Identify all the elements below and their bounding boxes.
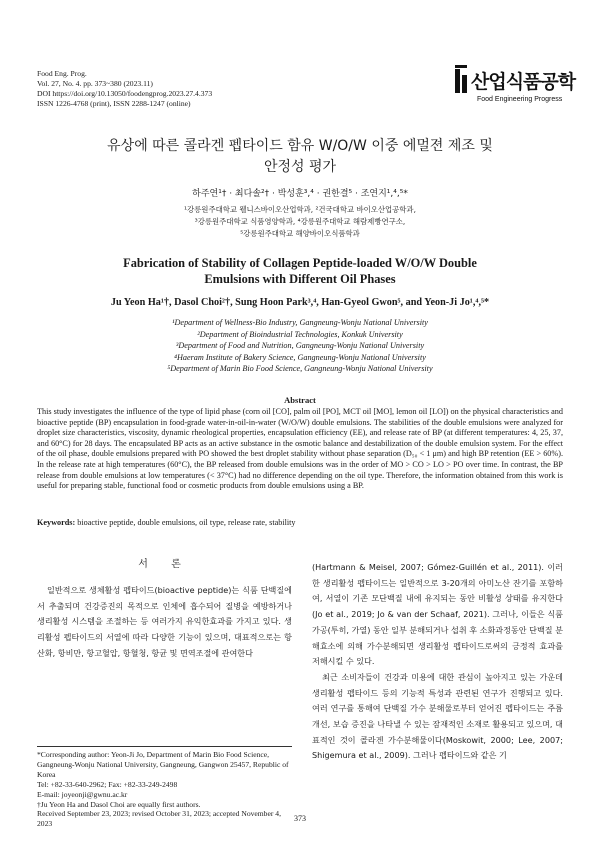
logo-subtitle: Food Engineering Progress — [477, 96, 563, 103]
korean-affiliation: ⁵강릉원주대학교 해양바이오식품학과 — [240, 229, 360, 238]
korean-affiliation: ³강릉원주대학교 식품영양학과, ⁴강릉원주대학교 해람제빵연구소, — [194, 217, 406, 226]
english-affiliation: ¹Department of Wellness-Bio Industry, Gangneung-Wonju National University — [172, 318, 428, 327]
journal-name: Food Eng. Prog. — [37, 69, 87, 78]
intro-paragraph: (Hartmann & Meisel, 2007; Gómez-Guillén et al., 2011). 이러한 생리활성 펩타이드는 일반적으로 3-20개의 아미노산 잔기를 포함하여, 서열이 기존 모단백질 내에 유지되는 동안 비활성 상태를 유지한다(Jo et al., 2019; Jo & van der Schaaf, 2021). 그러나, 이들은 식품 가공(투히, 가열) 동안 일부 분해되거나 섭취 후 소화과정동안 단백질 분해효소에 의해 가수분해되면 생리활성 펩타이드로써의 긍정적 효과를 저해시킬 수 있다. — [312, 562, 563, 667]
journal-logo — [453, 65, 576, 111]
english-affiliations — [0, 317, 600, 375]
korean-title-line1: 유상에 따른 콜라겐 펩타이드 함유 W/O/W 이중 에멀젼 제조 및 — [107, 138, 493, 154]
english-title-line2: Emulsions with Different Oil Phases — [204, 271, 396, 286]
intro-heading: 서 론 — [138, 559, 191, 570]
english-title-line1: Fabrication of Stability of Collagen Peptide-loaded W/O/W Double — [123, 256, 477, 270]
footnote-received: Received September 23, 2023; revised October 31, 2023; accepted November 4, 2023 — [37, 809, 281, 829]
korean-title — [0, 136, 600, 178]
korean-authors: 하주연¹† · 최다솔²† · 박성훈³,⁴ · 권한결⁵ · 조연지¹,⁴,⁵* — [192, 189, 408, 199]
intro-paragraph: 최근 소비자들이 건강과 미용에 대한 관심이 높아지고 있는 가운데 생리활성 펩타이드 등의 기능적 특성과 관련된 연구가 진행되고 있다. 여러 연구를 통해여 단백질 가수 분해물로부터 얻어진 펩타이드는 주름 개선, 보습 증진을 나타낼 수 있는 잠재적인 소재로 활용되고 있으며, 대표적인 것이 콜라겐 가수분해물이다(Moskowit, 2000; Lee, 2007; Shigemura et al., 2009). 그러나 펩타이드와 같은 기 — [312, 671, 563, 761]
logo-text: 산업식품공학 — [471, 71, 576, 93]
korean-title-line2: 안정성 평가 — [263, 159, 337, 175]
journal-volume: Vol. 27, No. 4. pp. 373~380 (2023.11) — [37, 79, 153, 89]
intro-paragraph: 일반적으로 생체활성 펩타이드(bioactive peptide)는 식품 단백질에서 추출되며 건강증진의 목적으로 인체에 흡수되어 질병을 예방하거나 생리활성 시스템을 조절하는 등 여러가지 유익한효과를 가지고 있다. 생리활성 펩타이드의 서열에 따라 다양한 기능이 있으며, 대표적으로는 항산화, 항비만, 항고혈압, 항혈청, 항균 및 면역조절에 관여한다 — [37, 585, 292, 658]
keywords-list: bioactive peptide, double emulsions, oil type, release rate, stability — [77, 518, 296, 527]
abstract-heading: Abstract — [284, 395, 316, 405]
journal-info — [37, 69, 337, 109]
logo-mark-icon — [453, 65, 473, 95]
keywords — [37, 518, 563, 527]
footnote-email[interactable]: E-mail: joyeonji@gwnu.ac.kr — [37, 789, 128, 799]
left-column — [37, 583, 292, 662]
keywords-label: Keywords: — [37, 518, 76, 527]
journal-issn: ISSN 1226-4768 (print), ISSN 2288-1247 (online) — [37, 99, 191, 109]
english-title — [0, 256, 600, 287]
page-number: 373 — [294, 814, 306, 823]
english-affiliation: ⁴Haeram Institute of Bakery Science, Gangneung-Wonju National University — [174, 352, 426, 362]
footnote-equal-contribution: †Ju Yeon Ha and Dasol Choi are equally first authors. — [37, 799, 201, 809]
abstract-body: This study investigates the influence of the type of lipid phase (corn oil [CO], palm oil [PO], MCT oil [MO], lemon oil [LO]) on the physical characteristics and bioactive peptide (BP) encapsulation in food-grade water-in-oil-in-water (W/O/W) double emulsions. The stabilities of the double emulsions were analyzed for droplet size characteristics, viscosity, dynamic rheological properties, encapsulation efficiency (EE), and release rate of BP (at different temperatures: 4, 25, 37, and 60°C) for 28 days. The encapsulated BP acts as an active substance in the osmotic balance and destabilization of the double emulsion system. For the effect of the oil phase, double emulsions prepared with PO showed the best droplet stability without phase separation (D₅₀ < 1 μm) and high BP retention (EE > 60%). In the release rate at high temperatures (60°C), the BP released from double emulsions was in the order of MO > CO > LO > PO over time. In contrast, the BP release from double emulsions at low temperatures (< 37°C) had no difference depending on the oil type. Therefore, the information obtained from this work is useful for preparing stable, functional food or cosmetic products from double emulsions using a BP. — [37, 407, 563, 491]
english-affiliation: ²Department of Bioindustrial Technologies, Konkuk University — [197, 329, 403, 339]
english-authors: Ju Yeon Ha¹†, Dasol Choi²†, Sung Hoon Park³,⁴, Han-Gyeol Gwon⁵, and Yeon-Ji Jo¹,⁴,⁵* — [110, 297, 490, 308]
journal-doi[interactable]: DOI https://doi.org/10.13050/foodengprog.2023.27.4.373 — [37, 89, 213, 99]
footnote-tel: Tel: +82-33-640-2962; Fax: +82-33-249-2498 — [37, 779, 178, 789]
footnote-divider — [37, 746, 292, 747]
right-column — [312, 560, 563, 764]
korean-affiliation: ¹강릉원주대학교 웰니스바이오산업학과, ²건국대학교 바이오산업공학과, — [184, 205, 416, 214]
footnote-corresponding: *Corresponding author: Yeon-Ji Jo, Department of Marin Bio Food Science, Gangneung-Wonju National University, Gangneung, Gangwon 25457, Republic of Korea — [37, 750, 289, 779]
english-affiliation: ⁵Department of Marin Bio Food Science, Gangneung-Wonju National University — [167, 364, 433, 374]
english-affiliation: ³Department of Food and Nutrition, Gangneung-Wonju National University — [175, 341, 425, 351]
korean-affiliations — [0, 204, 600, 240]
